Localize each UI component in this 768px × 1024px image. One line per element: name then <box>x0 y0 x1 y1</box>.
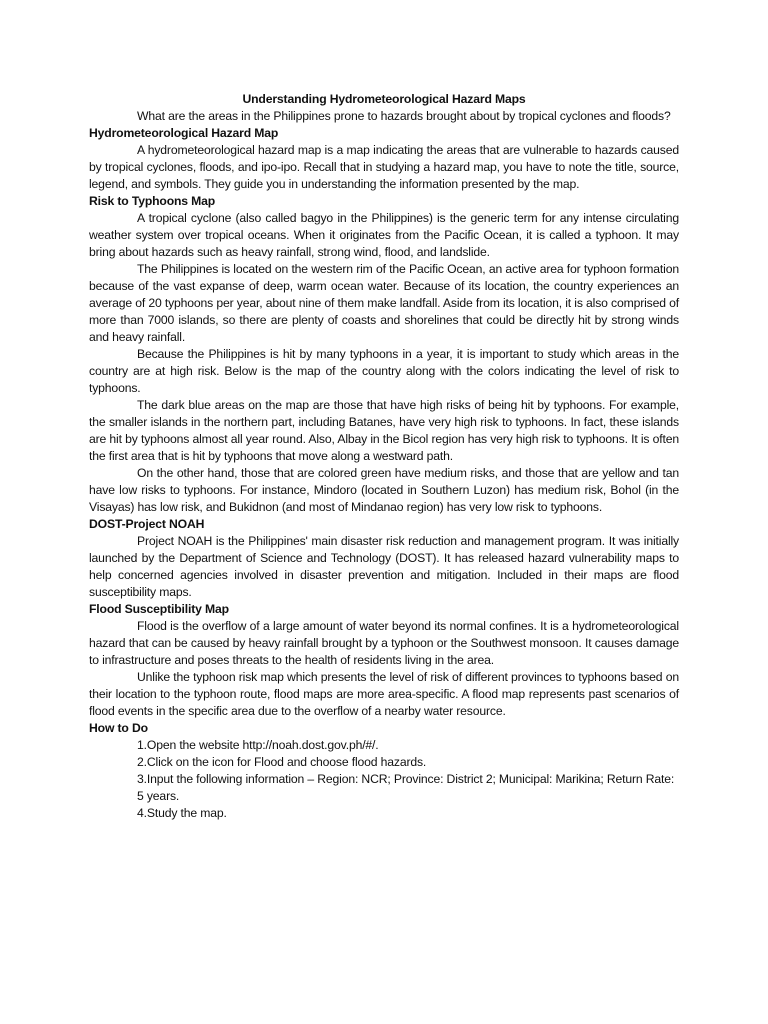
heading-typhoon-risk-map: Risk to Typhoons Map <box>89 194 216 208</box>
intro-question: What are the areas in the Philippines prone to hazards brought about by tropical cyclones and floods? <box>137 109 671 123</box>
document-title: Understanding Hydrometeorological Hazard Maps <box>242 92 526 106</box>
paragraph: Flood is the overflow of a large amount of water beyond its normal confines. It is a hydrometeorological hazard that can be caused by heavy rainfall brought by a typhoon or the Southwest monsoon. It causes damage to infrastructure and poses threats to the health of residents living in the area. <box>89 619 679 667</box>
paragraph: The dark blue areas on the map are those that have high risks of being hit by typhoons. For example, the smaller islands in the northern part, including Batanes, have very high risk to typhoons. In fact, these islands are hit by typhoons almost all year round. Also, Albay in the Bicol region has very high risk to typhoons. It is often the first area that is hit by typhoons that move along a westward path. <box>89 398 679 463</box>
steps-list <box>89 737 679 822</box>
paragraph: Because the Philippines is hit by many typhoons in a year, it is important to study which areas in the country are at high risk. Below is the map of the country along with the colors indicating the level of risk to typhoons. <box>89 347 679 395</box>
heading-flood-map: Flood Susceptibility Map <box>89 602 229 616</box>
paragraph: A tropical cyclone (also called bagyo in the Philippines) is the generic term for any intense circulating weather system over tropical oceans. When it originates from the Pacific Ocean, it is called a typhoon. It may bring about hazards such as heavy rainfall, strong wind, flood, and landslide. <box>89 211 679 259</box>
step-item: 3.Input the following information – Region: NCR; Province: District 2; Municipal: Marikina; Return Rate: 5 years. <box>137 772 675 803</box>
heading-how-to-do: How to Do <box>89 721 148 735</box>
paragraph: On the other hand, those that are colored green have medium risks, and those that are yellow and tan have low risks to typhoons. For instance, Mindoro (located in Southern Luzon) has medium risk, Bohol (in the Visayas) has low risk, and Bukidnon (and most of Mindanao region) has very low risk to typhoons. <box>89 466 679 514</box>
paragraph: Project NOAH is the Philippines' main disaster risk reduction and management program. It was initially launched by the Department of Science and Technology (DOST). It has released hazard vulnerability maps to help concerned agencies involved in disaster prevention and mitigation. Included in their maps are flood susceptibility maps. <box>89 534 679 599</box>
step-item: 1.Open the website http://noah.dost.gov.ph/#/. <box>137 738 379 752</box>
heading-project-noah: DOST-Project NOAH <box>89 517 205 531</box>
step-item: 4.Study the map. <box>137 806 227 820</box>
paragraph: Unlike the typhoon risk map which presents the level of risk of different provinces to typhoons based on their location to the typhoon route, flood maps are more area-specific. A flood map represents past scenarios of flood events in the specific area due to the overflow of a nearby water resource. <box>89 670 679 718</box>
paragraph: A hydrometeorological hazard map is a map indicating the areas that are vulnerable to hazards caused by tropical cyclones, floods, and ipo-ipo. Recall that in studying a hazard map, you have to note the title, source, legend, and symbols. They guide you in understanding the information presented by the map. <box>89 143 679 191</box>
step-item: 2.Click on the icon for Flood and choose flood hazards. <box>137 755 427 769</box>
heading-hazard-map: Hydrometeorological Hazard Map <box>89 126 279 140</box>
paragraph: The Philippines is located on the western rim of the Pacific Ocean, an active area for typhoon formation because of the vast expanse of deep, warm ocean water. Because of its location, the country experiences an average of 20 typhoons per year, about nine of them make landfall. Aside from its location, it is also comprised of more than 7000 islands, so there are plenty of coasts and shorelines that could be directly hit by strong winds and heavy rainfall. <box>89 262 679 344</box>
document-page <box>89 91 679 822</box>
